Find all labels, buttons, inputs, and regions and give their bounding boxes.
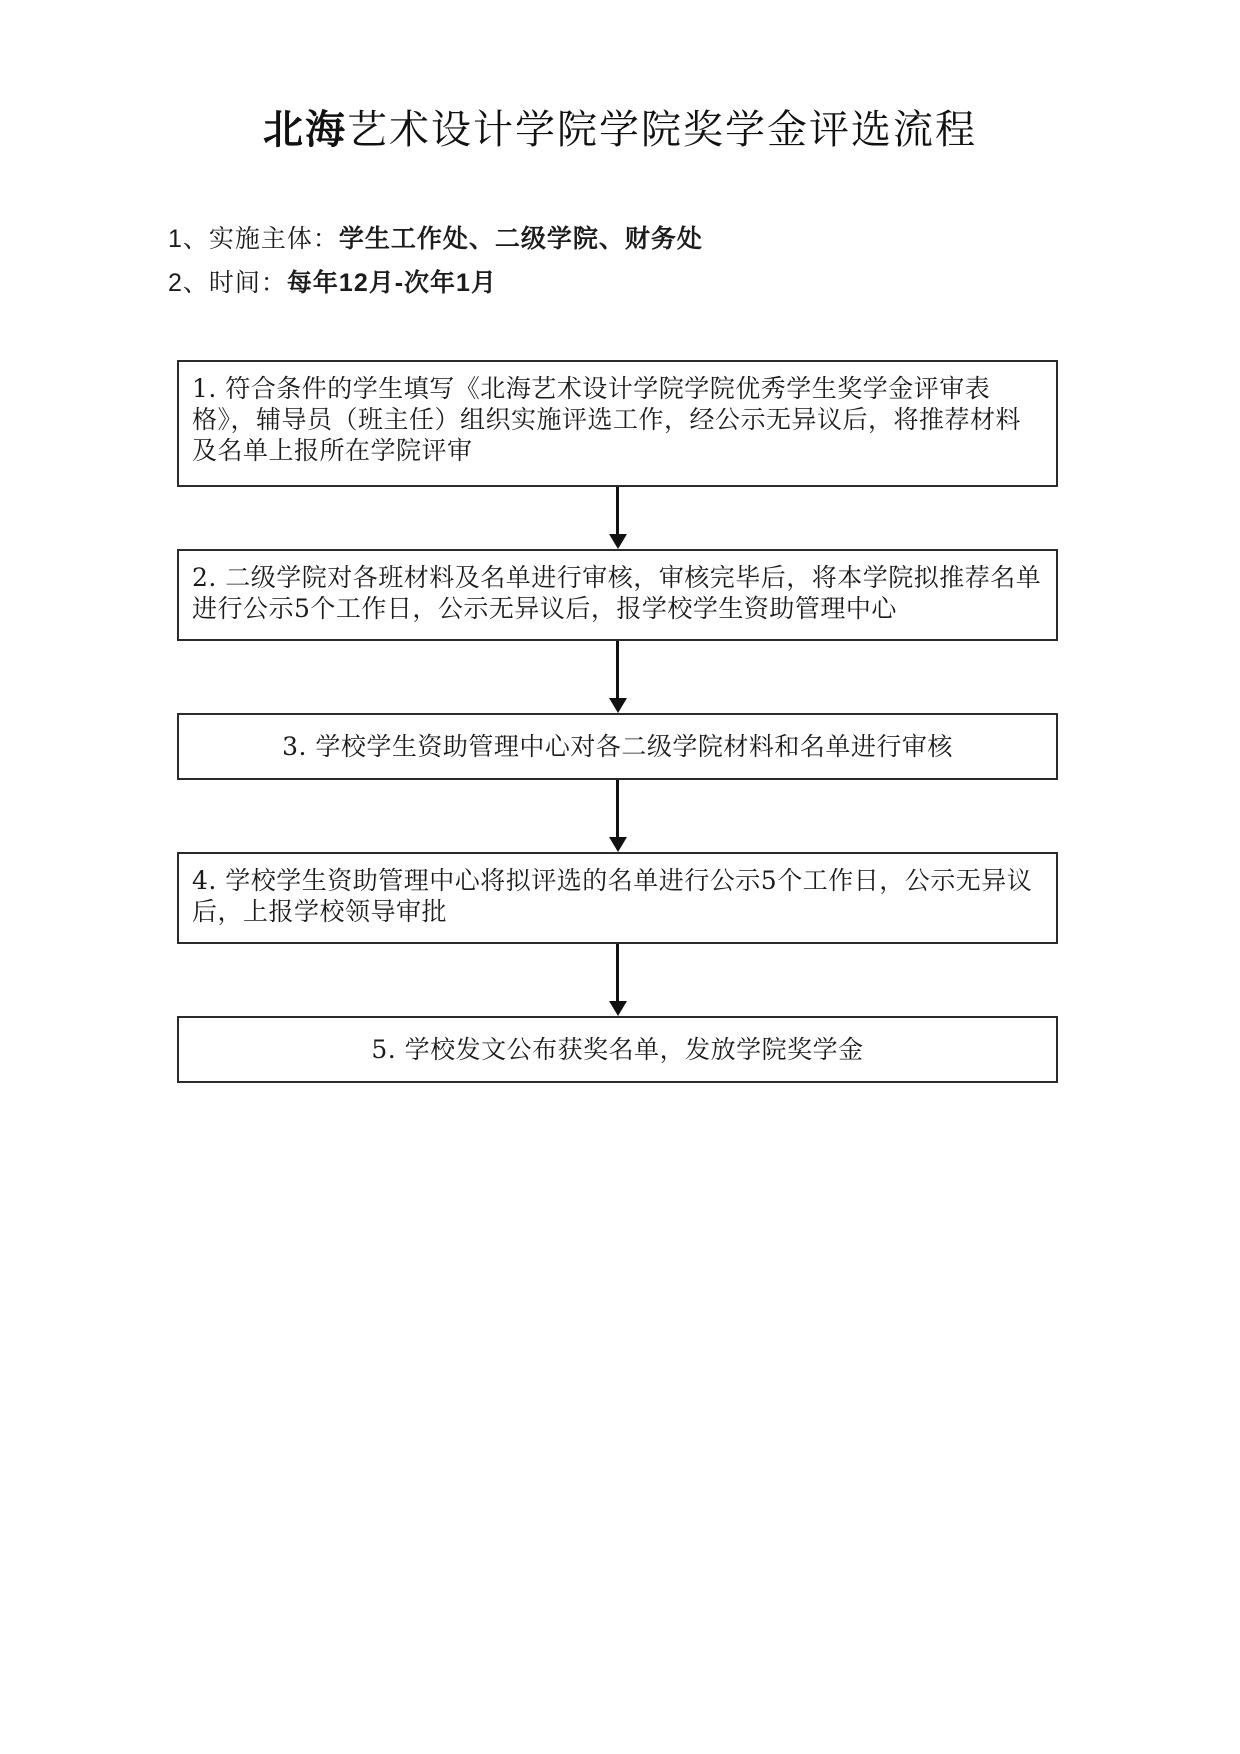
flowchart [177, 360, 1058, 1083]
page-title [0, 0, 1240, 154]
title-bold-part: 北海 [263, 108, 347, 152]
intro-item-number: 2、 [168, 269, 209, 297]
flow-step-2 [177, 549, 1058, 641]
down-arrow-3 [609, 780, 627, 852]
down-arrow-1 [609, 487, 627, 549]
down-arrow-4 [609, 944, 627, 1016]
intro-item-subject [168, 222, 1240, 256]
intro-item-label: 实施主体： [208, 225, 339, 253]
arrow-stem [616, 641, 619, 698]
arrow-head-icon [609, 534, 627, 549]
arrow-stem [616, 944, 619, 1001]
intro-item-value: 学生工作处、二级学院、财务处 [338, 225, 703, 253]
flow-step-4-text: 4. 学校学生资助管理中心将拟评选的名单进行公示5个工作日，公示无异议后，上报学校领导审批 [192, 866, 1033, 926]
flow-step-2-text: 2. 二级学院对各班材料及名单进行审核，审核完毕后，将本学院拟推荐名单进行公示5个工作日，公示无异议后，报学校学生资助管理中心 [192, 563, 1042, 623]
intro-item-number: 1、 [168, 225, 209, 253]
intro-item-value: 每年12月-次年1月 [286, 269, 497, 297]
intro-item-time [168, 266, 1240, 300]
title-rest-part: 艺术设计学院学院奖学金评选流程 [347, 108, 977, 152]
down-arrow-2 [609, 641, 627, 713]
arrow-stem [616, 780, 619, 837]
flow-step-3 [177, 713, 1058, 780]
flow-step-5-text: 5. 学校发文公布获奖名单，发放学院奖学金 [371, 1035, 864, 1064]
intro-item-label: 时间： [208, 269, 287, 297]
flow-step-3-text: 3. 学校学生资助管理中心对各二级学院材料和名单进行审核 [282, 732, 953, 761]
arrow-head-icon [609, 1001, 627, 1016]
flow-step-1 [177, 360, 1058, 487]
flow-step-1-text: 1. 符合条件的学生填写《北海艺术设计学院学院优秀学生奖学金评审表格》，辅导员（班主任）组织实施评选工作，经公示无异议后，将推荐材料及名单上报所在学院评审 [192, 374, 1022, 465]
flow-step-5 [177, 1016, 1058, 1083]
intro-notes [168, 222, 1240, 300]
arrow-stem [616, 487, 619, 534]
arrow-head-icon [609, 837, 627, 852]
arrow-head-icon [609, 698, 627, 713]
flow-step-4 [177, 852, 1058, 944]
